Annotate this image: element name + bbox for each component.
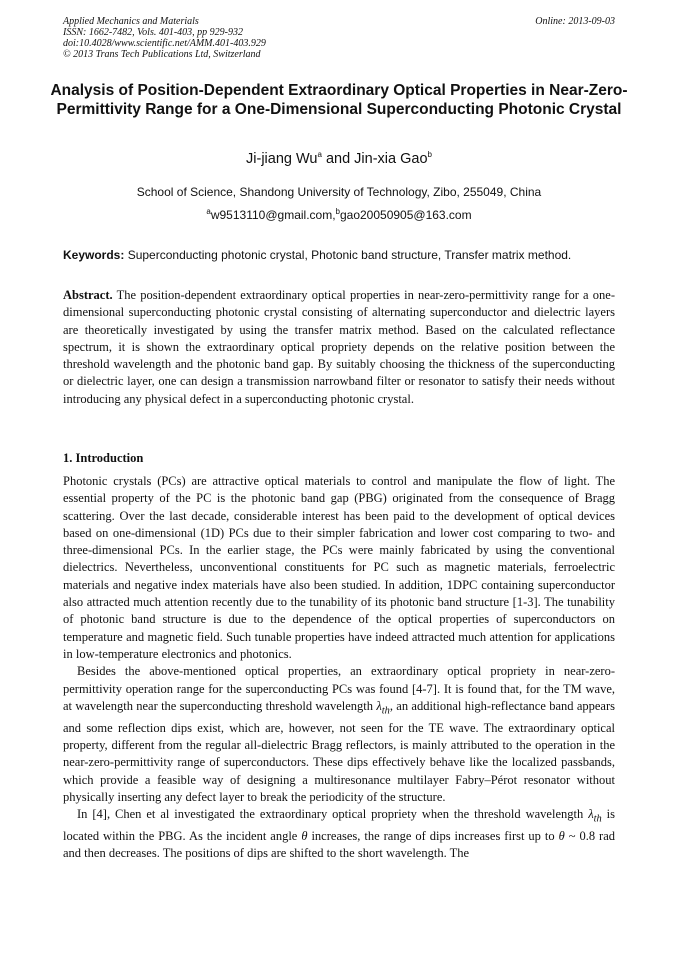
email-line xyxy=(40,208,638,223)
author-line xyxy=(40,150,638,168)
paper-title: Analysis of Position-Dependent Extraordinary Optical Properties in Near-Zero-Permittivity Range for a One-Dimensional Superconducting Photonic Crystal xyxy=(50,82,628,118)
introduction-body xyxy=(63,473,615,863)
email-marker: a xyxy=(206,207,211,216)
subscript: th xyxy=(381,705,390,717)
affiliation-marker: a xyxy=(317,150,322,160)
paragraph: In [4], Chen et al investigated the extraordinary optical propriety when the threshold wavelength $\lambda_{th}$ is located within the PBG. As the incident angle θ increases, the range of dips increases first up to θ ~ 0.8 rad and then decreases. The positions of dips are shifted to the short wavelength. The xyxy=(63,807,616,861)
theta-symbol: θ xyxy=(301,828,308,843)
theta-symbol: θ xyxy=(558,828,565,843)
online-date: Online: 2013-09-03 xyxy=(535,16,615,27)
issn-line: ISSN: 1662-7482, Vols. 401-403, pp 929-932 xyxy=(63,27,243,38)
lambda-symbol: λ xyxy=(376,698,382,713)
abstract xyxy=(63,287,615,408)
author-name: Jin-xia Gao xyxy=(354,151,428,167)
paragraph: Besides the above-mentioned optical properties, an extraordinary optical propriety in near-zero-permittivity operation range for the superconducting PCs was found [4-7]. It is found that, for the TM wave, at wavelength near the superconducting threshold wavelength $\lambda_{th}$, an additional high-reflectance band appears and some reflection dips exist, which are, however, not seen for the TE wave. The extraordinary optical property, different from the regular all-dielectric Bragg reflectors, is mainly attributed to the operation in the near-zero-permittivity range of superconductors. These dips effectively behave like the localized passbands, which provide a feasible way of designing a multiresonance multilayer Fabry–Pérot resonator without physically inserting any defect layer to break the periodicity of the structure. xyxy=(63,664,615,804)
journal-name: Applied Mechanics and Materials xyxy=(63,16,199,27)
affiliation: School of Science, Shandong University of Technology, Zibo, 255049, China xyxy=(136,185,542,199)
keywords-label: Keywords: xyxy=(63,248,125,262)
email-link[interactable]: w9513110@gmail.com, xyxy=(210,208,336,222)
subscript: th xyxy=(593,813,602,825)
author-conjunction: and xyxy=(321,151,355,167)
keywords-text: Superconducting photonic crystal, Photonic band structure, Transfer matrix method. xyxy=(124,248,572,262)
copyright-line: © 2013 Trans Tech Publications Ltd, Switzerland xyxy=(63,49,261,60)
affiliation-marker: b xyxy=(427,150,432,160)
lambda-symbol: λ xyxy=(588,807,594,822)
section-heading: 1. Introduction xyxy=(63,451,144,465)
abstract-label: Abstract. xyxy=(63,288,113,302)
paragraph: Photonic crystals (PCs) are attractive optical materials to control and manipulate the flow of light. The essential property of the PC is the photonic band gap (PBG) originated from the consequence of Bragg scattering. Over the last decade, considerable interest has been paid to the development of optical devices based on one-dimensional (1D) PCs due to their simpler fabrication and lower cost comparing to two- and three-dimensional PCs. In the earlier stage, the PCs were mainly fabricated by using the conventional dielectrics. Nevertheless, unconventional constituents for PC such as magnetic materials, ferroelectric materials and negative index materials have also been studied. In addition, 1DPC containing superconductor also attracted much attention recently due to the tunability of its photonic band structure [1-3]. The tunability of photonic band structure is due to the dependence of the optical properties of superconductors on temperature and magnetic field. Such tunable properties have indeed attracted much attention for applications in low-temperature electronics and photonics. xyxy=(63,474,615,661)
keywords xyxy=(63,248,615,263)
author-name: Ji-jiang Wu xyxy=(246,151,318,167)
doi-line: doi:10.4028/www.scientific.net/AMM.401-403.929 xyxy=(63,38,266,49)
journal-header xyxy=(63,16,266,60)
abstract-text: The position-dependent extraordinary optical properties in near-zero-permittivity range for a one-dimensional superconducting photonic crystal consisting of alternating superconductor and dielectric layers are theoretically investigated by using the transfer matrix method. Based on the calculated reflectance spectrum, it is shown the extraordinary optical propriety depends on the relative position between the threshold wavelength and the photonic band gap. By suitably choosing the thickness of the superconducting or dielectric layer, one can design a transmission narrowband filter or resonator to satisfy their needs without introducing any physical defect in a superconducting photonic crystal. xyxy=(63,288,615,406)
email-marker: b xyxy=(335,207,340,216)
email-link[interactable]: gao20050905@163.com xyxy=(339,208,472,222)
